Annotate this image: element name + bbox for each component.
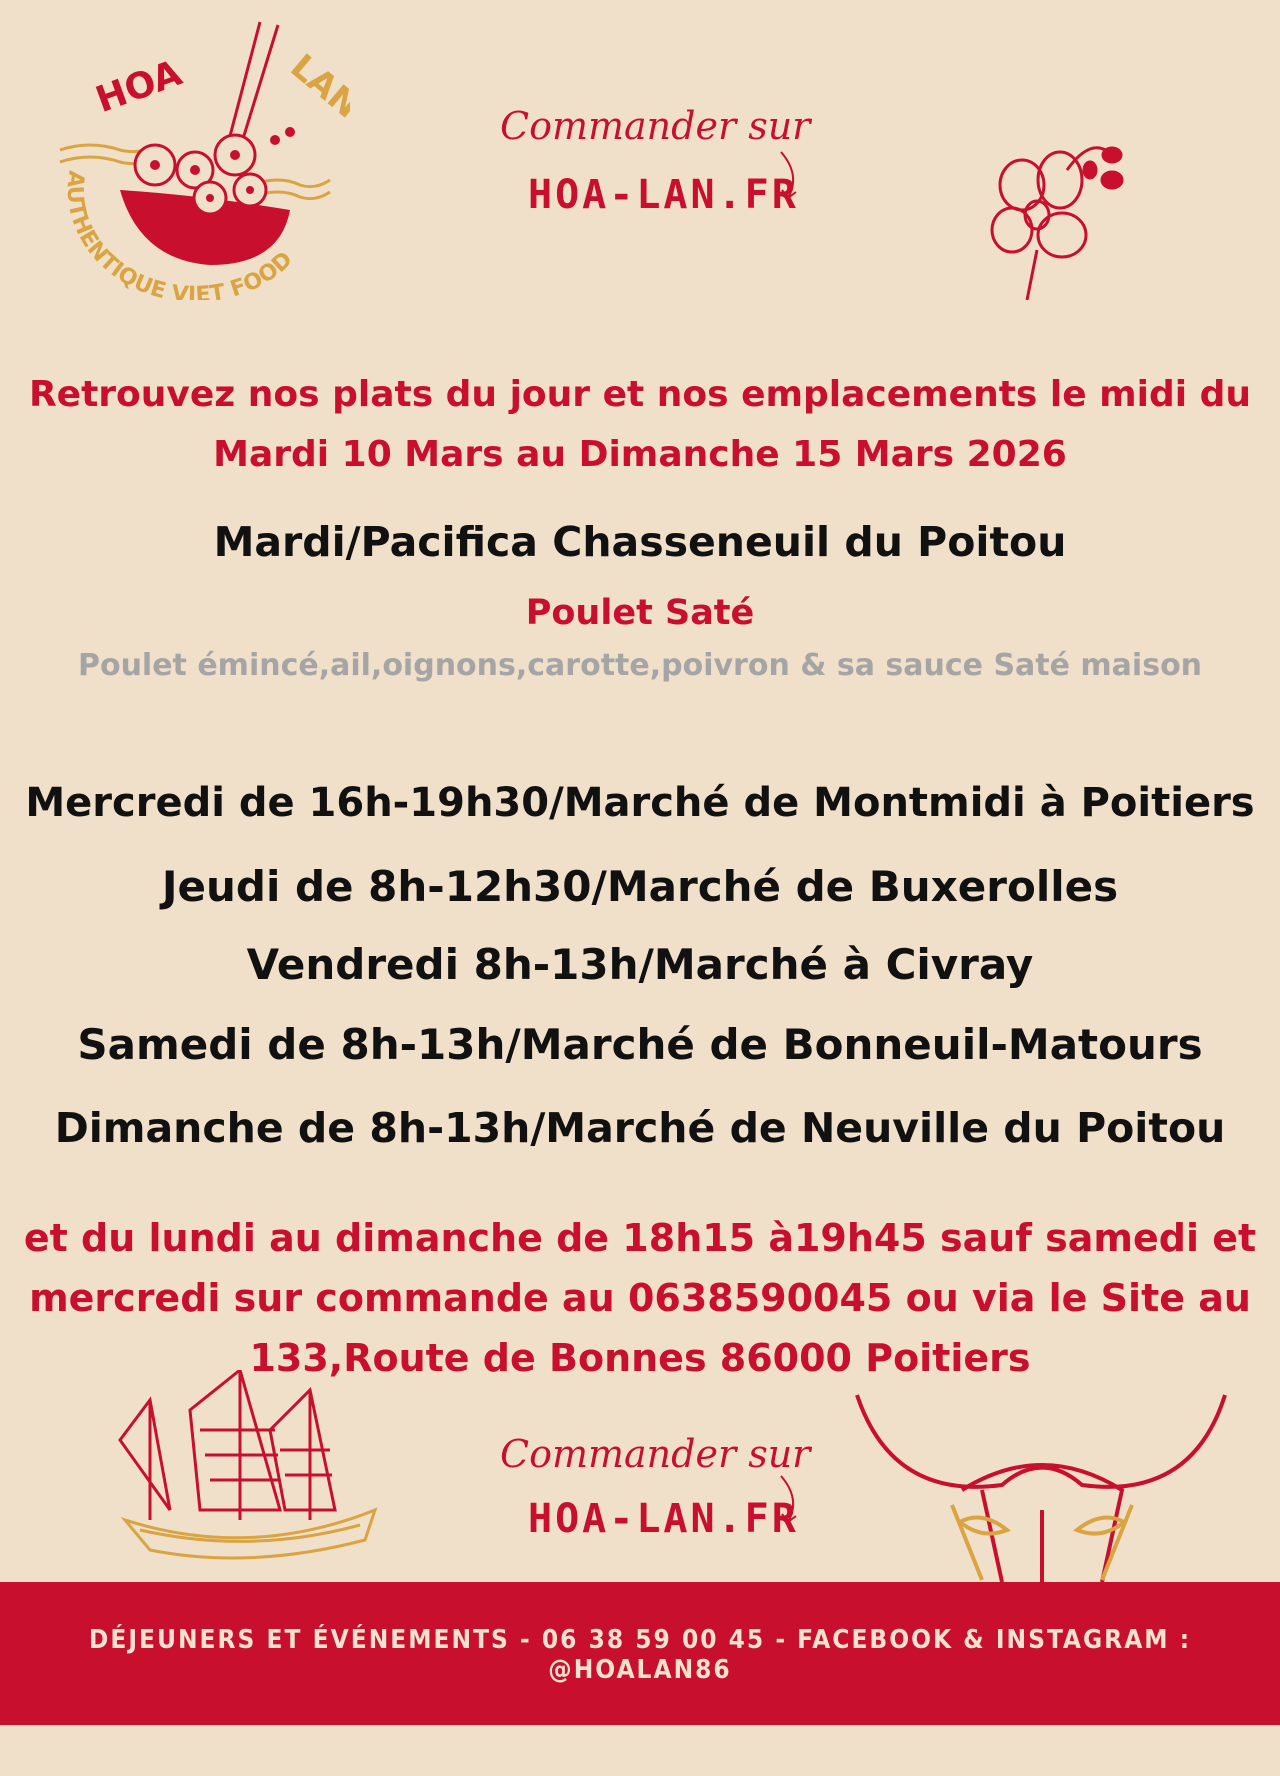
order-url-top[interactable]: HOA-LAN.FR bbox=[528, 172, 799, 218]
schedule-saturday: Samedi de 8h-13h/Marché de Bonneuil-Matours bbox=[77, 1020, 1203, 1069]
headline-line1: Retrouvez nos plats du jour et nos emplacements le midi du bbox=[28, 374, 1252, 415]
schedule-thursday: Jeudi de 8h-12h30/Marché de Buxerolles bbox=[161, 862, 1119, 911]
curved-arrow-icon bbox=[776, 150, 806, 209]
order-script-bottom: Commander sur bbox=[500, 1432, 811, 1476]
dish-name: Poulet Saté bbox=[525, 593, 755, 633]
hoa-lan-logo bbox=[50, 20, 350, 300]
junk-boat-icon bbox=[110, 1370, 390, 1574]
order-script-top: Commander sur bbox=[500, 104, 811, 148]
evening-line2: mercredi sur commande au 0638590045 ou via le Site au bbox=[29, 1276, 1251, 1320]
orchid-icon bbox=[982, 140, 1132, 304]
schedule-sunday: Dimanche de 8h-13h/Marché de Neuville du Poitou bbox=[54, 1104, 1226, 1152]
logo-name-part1: HOA bbox=[90, 52, 188, 122]
buffalo-icon bbox=[852, 1390, 1232, 1586]
schedule-wednesday: Mercredi de 16h-19h30/Marché de Montmidi à Poitiers bbox=[25, 780, 1255, 826]
evening-line3: 133,Route de Bonnes 86000 Poitiers bbox=[249, 1336, 1031, 1380]
evening-line1: et du lundi au dimanche de 18h15 à19h45 sauf samedi et bbox=[23, 1216, 1257, 1260]
curved-arrow-icon bbox=[776, 1474, 806, 1533]
logo-name-part2: LAN bbox=[282, 46, 350, 127]
tuesday-location: Mardi/Pacifica Chasseneuil du Poitou bbox=[213, 518, 1067, 566]
logo-tagline: AUTHENTIQUE VIET FOOD bbox=[61, 169, 298, 300]
order-url-bottom[interactable]: HOA-LAN.FR bbox=[528, 1496, 799, 1542]
footer-contact-text: DÉJEUNERS ET ÉVÉNEMENTS - 06 38 59 00 45 - FACEBOOK & INSTAGRAM : @HOALAN86 bbox=[88, 1625, 1192, 1685]
headline-line2: Mardi 10 Mars au Dimanche 15 Mars 2026 bbox=[213, 434, 1067, 475]
dish-description: Poulet émincé,ail,oignons,carotte,poivron & sa sauce Saté maison bbox=[77, 648, 1203, 683]
schedule-friday: Vendredi 8h-13h/Marché à Civray bbox=[246, 940, 1034, 989]
